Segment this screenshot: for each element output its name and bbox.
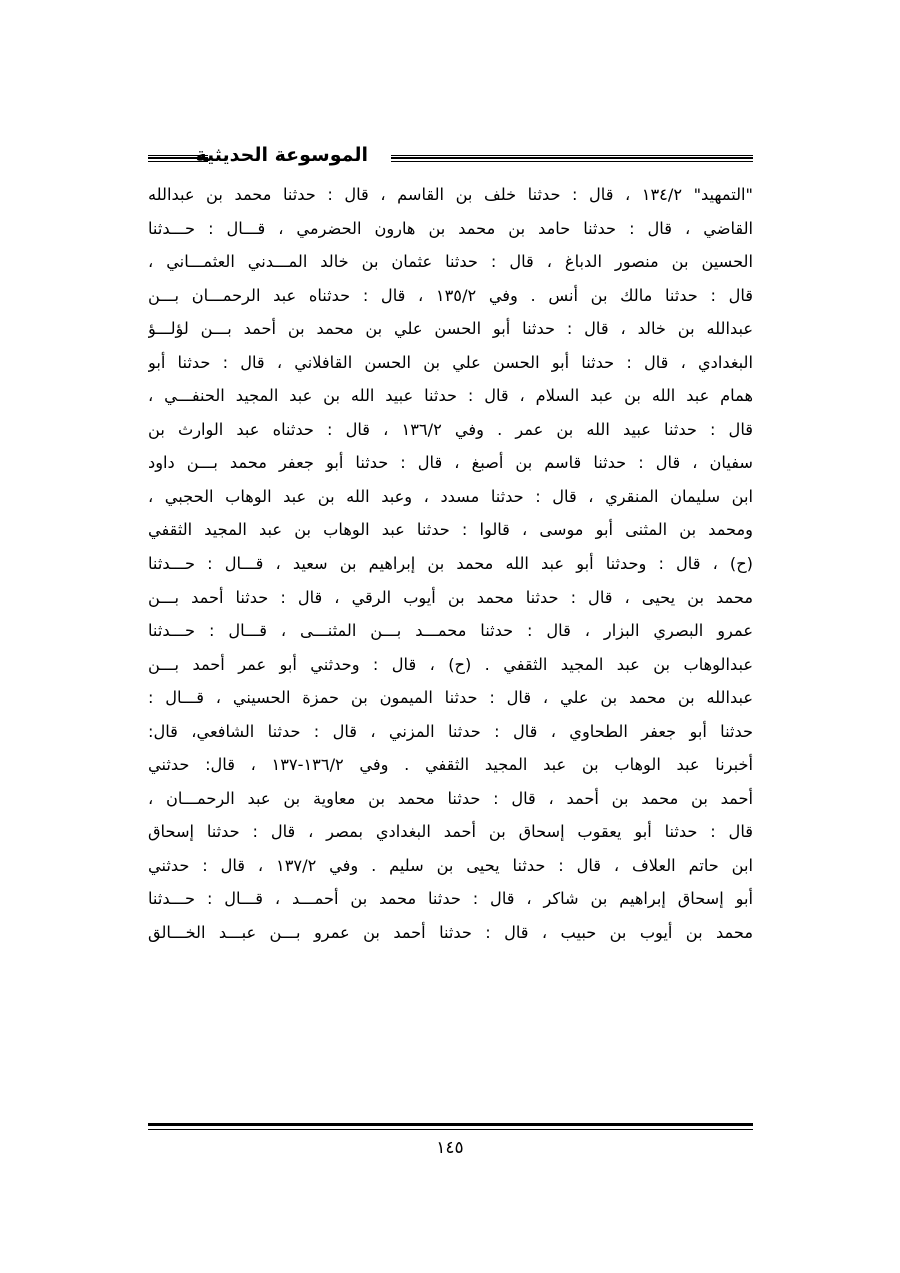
text-line: قال : حدثنا مالك بن أنس . وفي ١٣٥/٢ ، قال : حدثناه عبد الرحمـــان بـــن (148, 285, 753, 305)
footer-rule-thin (148, 1129, 753, 1130)
header-rule-left (148, 155, 208, 159)
text-line: عبدالوهاب بن عبد المجيد الثقفي . (ح) ، قال : وحدثني أبو عمر أحمد بـــن (148, 654, 753, 674)
text-line: أحمد بن محمد بن أحمد ، قال : حدثنا محمد بن معاوية بن عبد الرحمـــان ، (148, 788, 753, 808)
text-line: قال : حدثنا أبو يعقوب إسحاق بن أحمد البغدادي بمصر ، قال : حدثنا إسحاق (148, 822, 753, 842)
page-body-text (148, 178, 753, 950)
page-header-title: الموسوعة الحديثية (195, 144, 368, 166)
text-line: حدثنا أبو جعفر الطحاوي ، قال : حدثنا المزني ، قال : حدثنا الشافعي، قال: (148, 721, 753, 741)
text-line: سفيان ، قال : حدثنا قاسم بن أصبغ ، قال : حدثنا أبو جعفر محمد بـــن داود (148, 453, 753, 473)
text-line: قال : حدثنا عبيد الله بن عمر . وفي ١٣٦/٢ ، قال : حدثناه عبد الوارث بن (148, 419, 753, 439)
text-line: أخبرنا عبد الوهاب بن عبد المجيد الثقفي . وفي ١٣٦/٢-١٣٧ ، قال: حدثني (148, 755, 753, 775)
text-line: عمرو البصري البزار ، قال : حدثنا محمـــد بـــن المثنـــى ، قـــال : حـــدثنا (148, 621, 753, 641)
footer-rule-thick (148, 1123, 753, 1126)
text-line: همام عبد الله بن عبد السلام ، قال : حدثنا عبيد الله بن عبد المجيد الحنفـــي ، (148, 386, 753, 406)
text-line: البغدادي ، قال : حدثنا أبو الحسن علي بن الحسن القافلاني ، قال : حدثنا أبو (148, 352, 753, 372)
text-line: ومحمد بن المثنى أبو موسى ، قالوا : حدثنا عبد الوهاب بن عبد المجيد الثقفي (148, 520, 753, 540)
text-line: عبدالله بن خالد ، قال : حدثنا أبو الحسن علي بن محمد بن أحمد بـــن لؤلـــؤ (148, 319, 753, 339)
text-line: ابن حاتم العلاف ، قال : حدثنا يحيى بن سليم . وفي ١٣٧/٢ ، قال : حدثني (148, 855, 753, 875)
text-line: عبدالله بن محمد بن علي ، قال : حدثنا الميمون بن حمزة الحسيني ، قـــال : (148, 688, 753, 708)
text-line: أبو إسحاق إبراهيم بن شاكر ، قال : حدثنا محمد بن أحمـــد ، قـــال : حـــدثنا (148, 889, 753, 909)
page-header (148, 140, 753, 170)
text-line: الحسين بن منصور الدباغ ، قال : حدثنا عثمان بن خالد المـــدني العثمـــاني ، (148, 252, 753, 272)
header-rule-right (391, 155, 753, 159)
text-line: ابن سليمان المنقري ، قال : حدثنا مسدد ، وعبد الله بن عبد الوهاب الحجبي ، (148, 486, 753, 506)
page-number: ١٤٥ (436, 1138, 464, 1158)
text-line: (ح) ، قال : وحدثنا أبو عبد الله محمد بن إبراهيم بن سعيد ، قـــال : حـــدثنا (148, 554, 753, 574)
text-line: "التمهيد" ١٣٤/٢ ، قال : حدثنا خلف بن القاسم ، قال : حدثنا محمد بن عبدالله (148, 185, 753, 204)
text-line: محمد بن أيوب بن حبيب ، قال : حدثنا أحمد بن عمرو بـــن عبـــد الخـــالق (148, 923, 753, 943)
text-line: محمد بن يحيى ، قال : حدثنا محمد بن أيوب الرقي ، قال : حدثنا أحمد بـــن (148, 587, 753, 607)
text-line: القاضي ، قال : حدثنا حامد بن محمد بن هارون الحضرمي ، قـــال : حـــدثنا (148, 218, 753, 238)
